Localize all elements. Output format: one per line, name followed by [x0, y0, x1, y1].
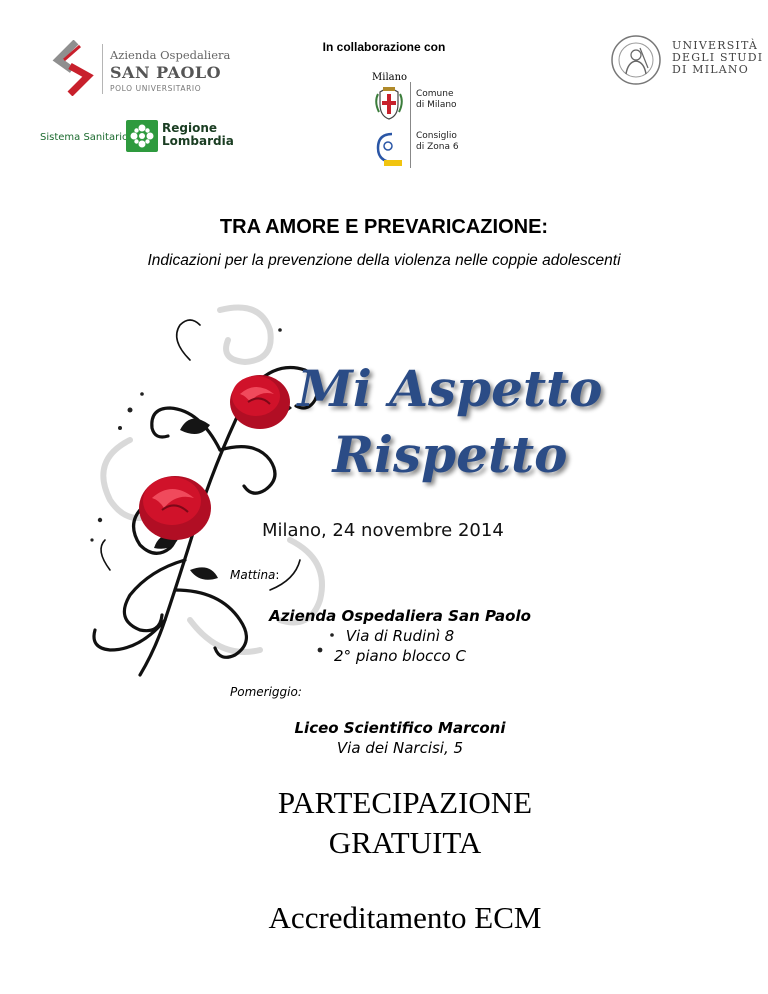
consiglio-line2: di Zona 6: [416, 142, 459, 152]
comune-label: [416, 89, 457, 111]
collaboration-divider: [410, 82, 411, 168]
san-paolo-line1: Azienda Ospedaliera: [110, 48, 231, 62]
main-title-line1: Mi Aspetto: [297, 359, 603, 418]
participation-line1: PARTECIPAZIONE: [277, 785, 533, 820]
afternoon-venue: Liceo Scientifico Marconi: [294, 719, 506, 737]
universita-line1: UNIVERSITÀ: [672, 39, 759, 52]
morning-label-text: Mattina: [230, 568, 276, 582]
universita-milano-logo: [610, 34, 764, 86]
regione-label-line2: Lombardia: [162, 134, 234, 148]
page-subtitle: Indicazioni per la prevenzione della violenza nelle coppie adolescenti: [147, 252, 621, 269]
page-title: TRA AMORE E PREVARICAZIONE:: [219, 216, 549, 238]
comune-line2: di Milano: [416, 100, 457, 110]
morning-floor: 2° piano blocco C: [334, 647, 466, 665]
regione-lombardia-label: [162, 122, 234, 148]
lower-rose-icon: [139, 476, 211, 540]
consiglio-line1: Consiglio: [416, 131, 457, 141]
main-title: [270, 356, 630, 488]
regione-rose-icon: [126, 120, 158, 152]
universita-line2: DEGLI STUDI: [672, 51, 764, 64]
event-date: Milano, 24 novembre 2014: [262, 520, 504, 541]
san-paolo-line2: SAN PAOLO: [110, 63, 222, 82]
afternoon-venue-block: [200, 718, 600, 758]
comune-line1: Comune: [416, 89, 454, 99]
participation-line2: GRATUITA: [328, 825, 482, 860]
regione-lombardia-logo: [40, 118, 240, 154]
universita-line3: DI MILANO: [672, 63, 749, 76]
san-paolo-line3: POLO UNIVERSITARIO: [110, 84, 202, 93]
collaboration-label: In collaborazione con: [322, 40, 446, 54]
regione-label-line1: Regione: [162, 121, 218, 135]
afternoon-address: Via dei Narcisi, 5: [336, 739, 464, 757]
universita-label: [672, 40, 763, 76]
morning-label: [230, 568, 279, 582]
sistema-sanitario-label: Sistema Sanitario: [40, 132, 129, 143]
morning-venue: Azienda Ospedaliera San Paolo: [269, 607, 531, 625]
morning-address: Via di Rudinì 8: [345, 627, 455, 645]
milano-label: Milano: [372, 72, 408, 83]
ecm-accreditation: Accreditamento ECM: [268, 900, 542, 935]
afternoon-label: Pomeriggio:: [230, 685, 302, 699]
university-seal-icon: [610, 34, 662, 86]
morning-label-colon: :: [275, 568, 280, 582]
consiglio-label: [416, 131, 459, 153]
comune-crest-icon: [374, 86, 404, 120]
main-title-line2: Rispetto: [332, 425, 568, 484]
free-participation: [160, 783, 650, 863]
consiglio-zona-icon: [370, 130, 404, 168]
morning-venue-block: [200, 606, 600, 666]
